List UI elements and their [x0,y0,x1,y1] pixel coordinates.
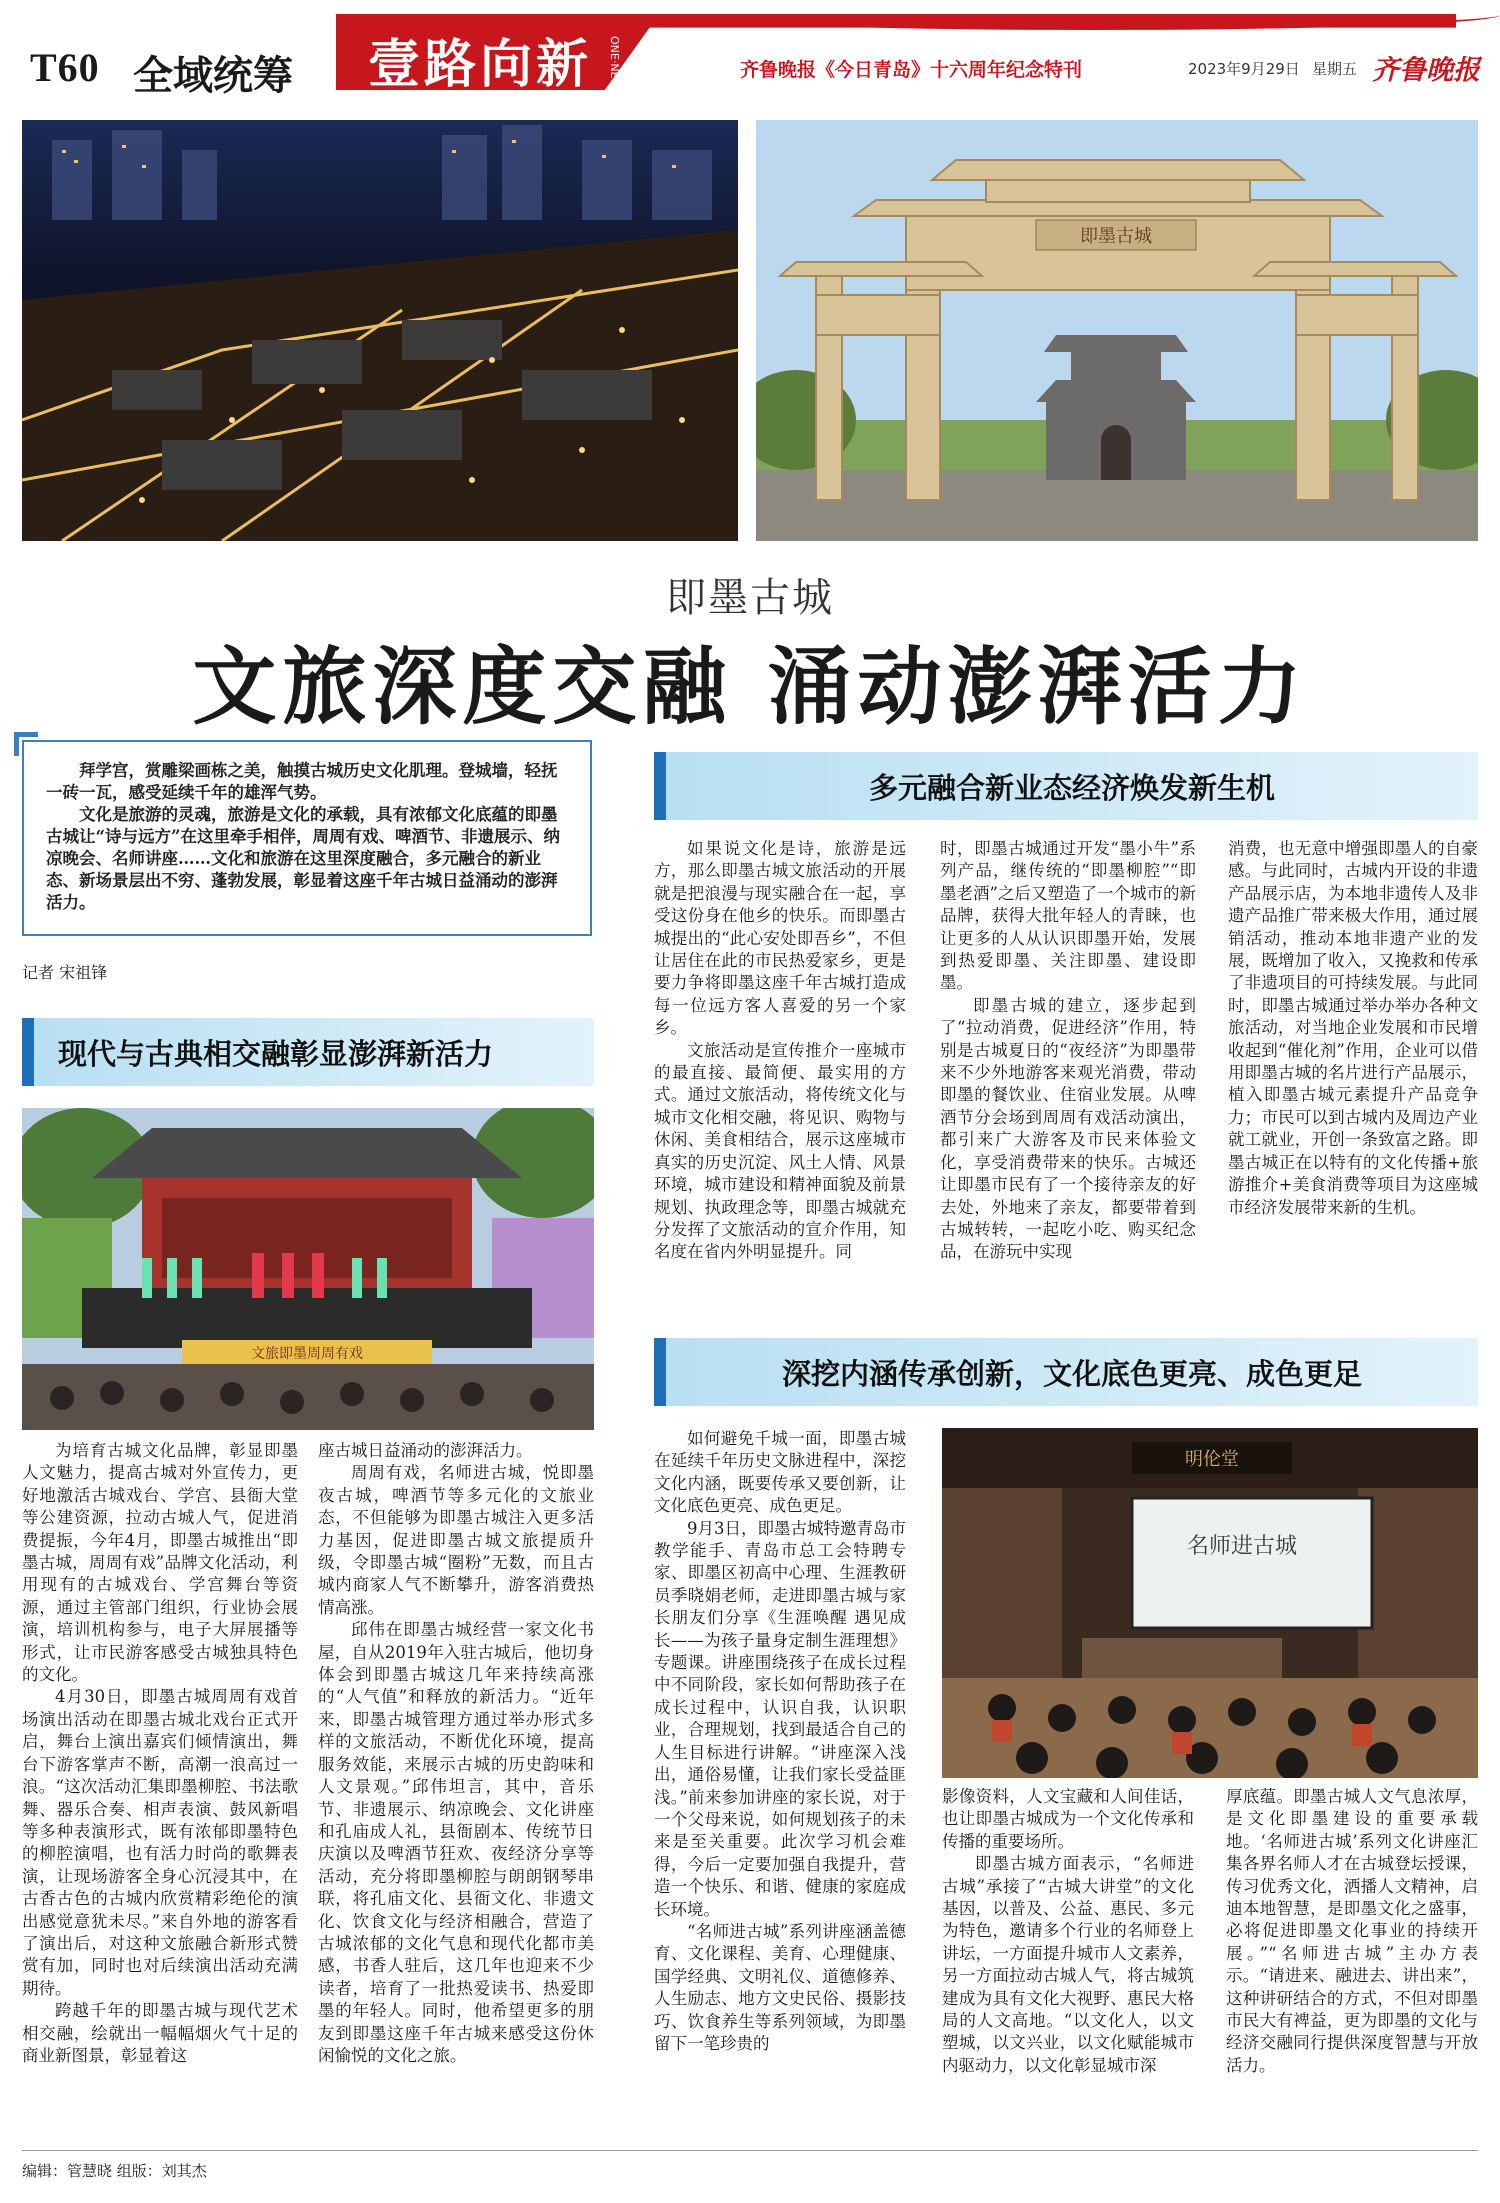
paragraph: 即墨古城方面表示，“名师进古城”承接了“古城大讲堂”的文化基因，以普及、公益、惠民、多元为特色，邀请多个行业的名师登上讲坛，一方面提升城市人文素养，另一方面拉动古城人气，将古城筑建成为具有文化大视野、惠民大格局的人文高地。“以文化人，以文塑城，以文兴业，以文化赋能城市内驱动力，以文化彰显城市深 [942,1854,1194,2075]
section3-column-1 [654,1428,906,2140]
section2-column-2 [940,838,1196,1308]
paragraph: 跨越千年的即墨古城与现代艺术相交融，绘就出一幅幅烟火气十足的商业新图景，彰显着这 [22,2001,298,2065]
section-heading-modern-classic: 现代与古典相交融彰显澎湃新活力 [22,1018,594,1086]
screen-title-text: 名师进古城 [1186,1534,1298,1559]
paragraph: “名师进古城”系列讲座涵盖德育、文化课程、美育、心理健康、国学经典、文明礼仪、道德修养、人生励志、地方文史民俗、摄影技巧、饮食养生等系列领域，为即墨留下一笔珍贵的 [654,1921,906,2053]
paragraph: 邱伟在即墨古城经营一家文化书屋，自从2019年入驻古城后，他切身体会到即墨古城这几年来持续高涨的“人气值”和释放的新活力。“近年来，即墨古城管理方通过举办形式多样的文旅活动，不断优化环境，提高服务效能，来展示古城的历史韵味和人文景观。”邱伟坦言，其中，音乐节、非遗展示、纳凉晚会、文化讲座和孔庙成人礼，县衙剧本、传统节日庆演以及啤酒节狂欢、夜经济分享等活动，充分将即墨柳腔与朗朗钢琴串联，将孔庙文化、县衙文化、非遗文化、饮食文化与经济相融合，营造了古城浓郁的文化气息和现代化都市美感，书香人驻后，这几年也迎来不少读者，培育了一批热爱读书、热爱即墨的年轻人。同时，他希望更多的朋友到即墨这座千年古城来感受这份休闲愉悦的文化之旅。 [318,1620,594,2065]
paragraph: 即墨古城的建立，逐步起到了“拉动消费，促进经济”作用，特别是古城夏日的“夜经济”为即墨带来不少外地游客来观光消费，带动即墨的餐饮业、住宿业发展。从啤酒节分会场到周周有戏活动演出，都引来广大游客及市民来体验文化，享受消费带来的快乐。古城还让即墨市民有了一个接待亲友的好去处，外地来了亲友，都要带着到古城转转，一起吃小吃、购买纪念品，在游玩中实现 [940,995,1196,1262]
section-heading-culture-heritage: 深挖内涵传承创新，文化底色更亮、成色更足 [654,1338,1478,1406]
paragraph: 文旅活动是宣传推介一座城市的最直接、最简便、最实用的方式。通过文旅活动，将传统文化与城市文化相交融，将见识、购物与休闲、美食相结合，展示这座城市真实的历史沉淀、风土人情、风景环境，城市建设和精神面貌及前景规划、执政理念等，即墨古城就充分发挥了文旅活动的宣介作用，知名度在省内外明显提升。同 [654,1040,906,1262]
article-title: 文旅深度交融 涌动澎湃活力 [192,637,1308,736]
paragraph: 周周有戏，名师进古城，悦即墨夜古城，啤酒节等多元化的文旅业态，不但能够为即墨古城注入更多活力基因，促进即墨古城文旅提质升级，令即墨古城“圈粉”无数，而且古城内商家人气不断攀升，游客消费热情高涨。 [318,1463,594,1617]
section2-column-3 [1228,838,1478,1308]
paragraph: 座古城日益涌动的澎湃活力。 [318,1441,533,1460]
masthead-brand: 壹路向新 [368,35,593,95]
gate-plaque-text: 即墨古城 [1080,226,1152,247]
newspaper-logo: 齐鲁晚报 [1372,55,1480,86]
section3-column-3 [1226,1786,1478,2140]
special-issue-title: 齐鲁晚报《今日青岛》十六周年纪念特刊 [740,59,1083,81]
article-kicker: 即墨古城 [666,575,834,621]
intro-paragraph: 拜学宫，赏雕梁画栋之美，触摸古城历史文化肌理。登城墙，轻抚一砖一瓦，感受延续千年的雄浑气势。 [46,761,558,802]
photo-lecture-hall [942,1428,1478,1778]
paragraph: 如何避免千城一面，即墨古城在延续千年历史文脉进程中，深挖文化内涵，既要传承又要创新，让文化底色更亮、成色更足。 [654,1429,906,1516]
editor-credits: 编辑：管慧晓 组版：刘其杰 [22,2162,207,2180]
paragraph: 9月3日，即墨古城特邀青岛市教学能手、青岛市总工会特聘专家、即墨区初高中心理、生涯教研员季晓娟老师，走进即墨古城与家长朋友们分享《生涯唤醒 遇见成长——为孩子量身定制生涯理想》专题课。讲座围绕孩子在成长过程中不同阶段，家长如何帮助孩子在成长过程中，认识自我，认识职业，合理规划，找到最适合自己的人生目标进行讲解。“讲座深入浅出，通俗易懂，让我们家长受益匪浅。”前来参加讲座的家长说，对于一个父母来说，如何规划孩子的未来是至关重要。此次学习机会难得，今后一定要加强自我提升，营造一个快乐、和谐、健康的家庭成长环境。 [654,1518,906,1919]
paragraph: 4月30日，即墨古城周周有戏首场演出活动在即墨古城北戏台正式开启，舞台上演出嘉宾们倾情演出，舞台下游客掌声不断，高潮一浪高过一浪。“这次活动汇集即墨柳腔、书法歌舞、器乐合奏、相声表演、鼓风新唱等多种表演形式，既有浓郁即墨特色的柳腔演唱，也有活力时尚的歌舞表演，让现场游客全身心沉浸其中，在古香古色的古城内欣赏精彩绝伦的演出感觉意犹未尽。”来自外地的游客看了演出后，对这种文旅融合新形式赞赏有加，同时也对后续演出活动充满期待。 [22,1687,298,1998]
section1-column-1 [22,1440,298,2140]
hall-plaque-text: 明伦堂 [1185,1449,1239,1470]
footer-rule [22,2150,1478,2151]
stage-banner-text: 文旅即墨周周有戏 [251,1346,363,1362]
issue-date: 2023年9月29日 [1188,60,1300,78]
section1-column-2 [318,1440,594,2140]
photo-stage-performance [22,1108,594,1430]
paragraph: 影像资料，人文宝藏和人间佳话，也让即墨古城成为一个文化传承和传播的重要场所。 [942,1787,1194,1851]
paragraph: 如果说文化是诗，旅游是远方，那么即墨古城文旅活动的开展就是把浪漫与现实融合在一起，享受这份身在他乡的快乐。而即墨古城提出的“此心安处即吾乡”，不但让居住在此的市民热爱家乡，更是要力争将即墨这座千年古城打造成每一位远方客人喜爱的另一个家乡。 [654,839,906,1038]
section3-column-2 [942,1786,1194,2140]
section-name: 全域统筹 [133,52,293,99]
paragraph: 厚底蕴。即墨古城人文气息浓厚，是文化即墨建设的重要承载地。‘名师进古城’系列文化讲座汇集各界名师人才在古城登坛授课，传习优秀文化，洒播人文精神，启迪本地智慧，是即墨文化之盛事，必将促进即墨文化事业的持续开展。”“名师进古城”主办方表示。“请进来、融进去、讲出来”，这种讲研结合的方式，不但对即墨市民大有裨益，更为即墨的文化与经济交融同行提供深度智慧与开放活力。 [1226,1787,1478,2075]
photo-night-aerial [22,120,738,541]
issue-weekday: 星期五 [1312,60,1358,78]
masthead-brand-sup: ONE·NEWS [608,36,621,97]
section-heading-new-business: 多元融合新业态经济焕发新生机 [654,752,1478,820]
paragraph: 为培育古城文化品牌，彰显即墨人文魅力，提高古城对外宣传力，更好地激活古城戏台、学宫、县衙大堂等公建资源，拉动古城人气，促进消费提振，今年4月，即墨古城推出“即墨古城，周周有戏”品牌文化活动，利用现有的古城戏台、学宫舞台等资源，通过主管部门组织，行业协会展演，培训机构参与，电子大屏展播等形式，让市民游客感受古城独具特色的文化。 [22,1441,298,1685]
paragraph: 时，即墨古城通过开发“墨小牛”系列产品，继传统的“即墨柳腔”“即墨老酒”之后又塑造了一个城市的新品牌，获得大批年轻人的青睐，也让更多的人从认识即墨开始，发展到热爱即墨、关注即墨、建设即墨。 [940,839,1196,993]
paragraph: 消费，也无意中增强即墨人的自豪感。与此同时，古城内开设的非遗产品展示店，为本地非遗传人及非遗产品推广带来极大作用，通过展销活动，推动本地非遗产业的发展，既增加了收入，又挽救和传承了非遗项目的可持续发展。与此同时，即墨古城通过举办举办各种文旅活动，对当地企业发展和市民增收起到“催化剂”作用，企业可以借用即墨古城的名片进行产品展示，植入即墨古城元素提升产品竞争力；市民可以到古城内及周边产业就工就业，开创一条致富之路。即墨古城正在以特有的文化传播+旅游推介+美食消费等项目为这座城市经济发展带来新的生机。 [1228,839,1478,1217]
intro-paragraph: 文化是旅游的灵魂，旅游是文化的承载，具有浓郁文化底蕴的即墨古城让“诗与远方”在这里牵手相伴，周周有戏、啤酒节、非遗展示、纳凉晚会、名师讲座……文化和旅游在这里深度融合，多元融合的新业态、新场景层出不穷、蓬勃发展，彰显着这座千年古城日益涌动的澎湃活力。 [46,805,560,912]
section2-column-1 [654,838,906,1308]
article-intro-box [22,740,592,936]
reporter-byline: 记者 宋祖锋 [22,963,108,982]
photo-memorial-archway [756,120,1478,541]
masthead-wave-decoration [688,0,1500,30]
page-number: T60 [30,45,100,90]
